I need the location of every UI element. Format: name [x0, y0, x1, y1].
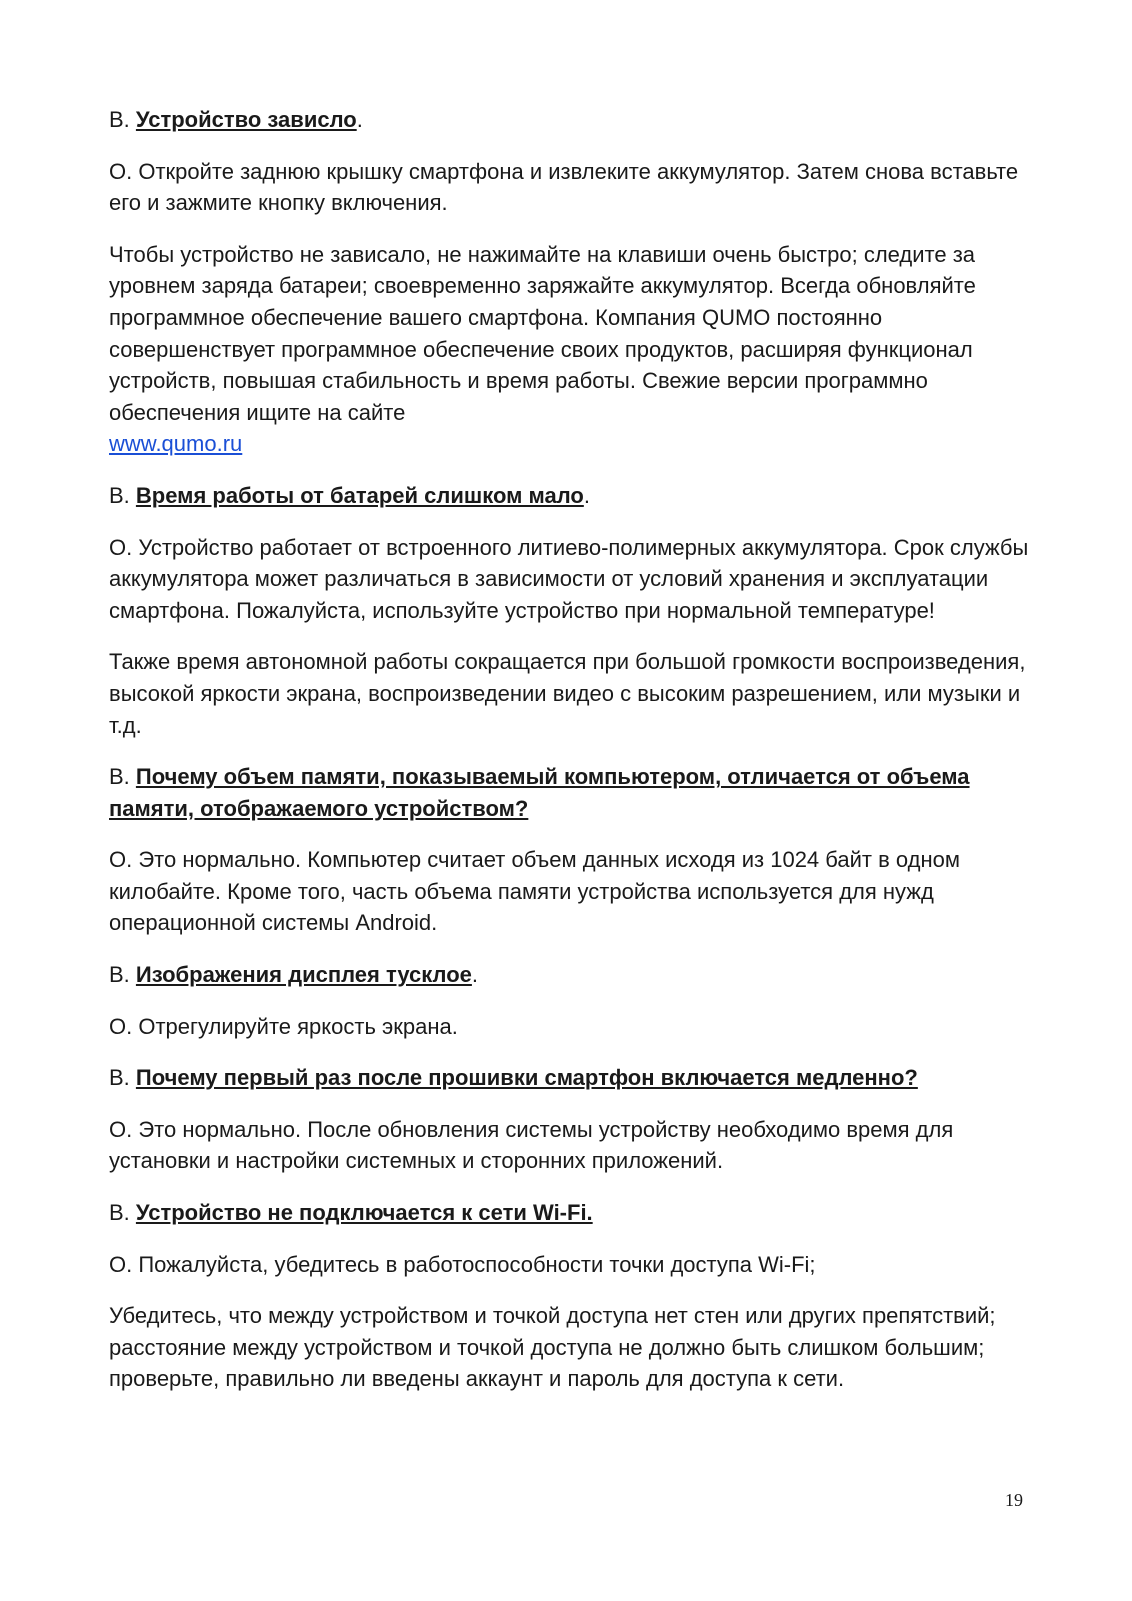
- faq-answer: [109, 239, 1029, 460]
- page-number: 19: [1005, 1490, 1023, 1510]
- question-title: Устройство не подключается к сети Wi-Fi.: [135, 1200, 593, 1226]
- question-suffix: .: [356, 107, 363, 132]
- faq-question: [109, 1062, 1029, 1094]
- question-title: Изображения дисплея тусклое: [135, 962, 472, 988]
- question-title: Почему первый раз после прошивки смартфон включается медленно?: [135, 1065, 918, 1091]
- question-prefix: В.: [109, 1200, 136, 1226]
- question-suffix: .: [583, 482, 590, 508]
- question-title: Время работы от батарей слишком мало: [135, 482, 584, 508]
- question-suffix: .: [471, 962, 479, 988]
- question-title: Почему объем памяти, показываемый компьютером, отличается от объема памяти, отображаемого устройством?: [109, 764, 970, 821]
- faq-answer: Также время автономной работы сокращается при большой громкости воспроизведения, высокой яркости экрана, воспроизведении видео с высоким разрешением, или музыки и т.д.: [109, 649, 1026, 738]
- question-prefix: В.: [109, 1065, 136, 1091]
- question-title: Устройство зависло: [135, 107, 357, 132]
- faq-answer: Убедитесь, что между устройством и точкой доступа нет стен или других препятствий; расстояние между устройством и точкой доступа не должно быть слишком большим; проверьте, правильно ли введены аккаунт и пароль для доступа к сети.: [109, 1303, 996, 1392]
- website-link[interactable]: www.qumo.ru: [109, 431, 243, 457]
- faq-content: [109, 104, 1029, 1415]
- faq-answer: О. Это нормально. После обновления системы устройству необходимо время для установки и настройки системных и сторонних приложений.: [109, 1116, 954, 1174]
- faq-question: [109, 480, 1029, 512]
- faq-question: [109, 104, 1029, 136]
- question-prefix: В.: [109, 482, 136, 508]
- question-prefix: В.: [109, 764, 136, 790]
- faq-question: [109, 1197, 1029, 1229]
- faq-answer: О. Пожалуйста, убедитесь в работоспособности точки доступа Wi-Fi;: [109, 1251, 816, 1277]
- faq-answer: О. Это нормально. Компьютер считает объем данных исходя из 1024 байт в одном килобайте. Кроме того, часть объема памяти устройства используется для нужд операционной системы Android.: [109, 847, 960, 936]
- faq-answer: О. Устройство работает от встроенного литиево-полимерных аккумулятора. Срок службы аккумулятора может различаться в зависимости от условий хранения и эксплуатации смартфона. Пожалуйста, используйте устройство при нормальной температуре!: [109, 534, 1029, 623]
- faq-question: [109, 761, 1029, 824]
- question-prefix: В.: [109, 962, 136, 988]
- question-prefix: В.: [109, 107, 136, 132]
- faq-answer: О. Отрегулируйте яркость экрана.: [109, 1013, 458, 1039]
- answer-text: Чтобы устройство не зависало, не нажимайте на клавиши очень быстро; следите за уровнем заряда батареи; своевременно заряжайте аккумулятор. Всегда обновляйте программное обеспечение вашего смартфона. Компания QUMO постоянно совершенствует программное обеспечение своих продуктов, расширяя функционал устройств, повышая стабильность и время работы. Свежие версии программно обеспечения ищите на сайте: [109, 241, 976, 425]
- faq-answer: О. Откройте заднюю крышку смартфона и извлеките аккумулятор. Затем снова вставьте его и зажмите кнопку включения.: [109, 158, 1019, 216]
- faq-question: [109, 959, 1029, 991]
